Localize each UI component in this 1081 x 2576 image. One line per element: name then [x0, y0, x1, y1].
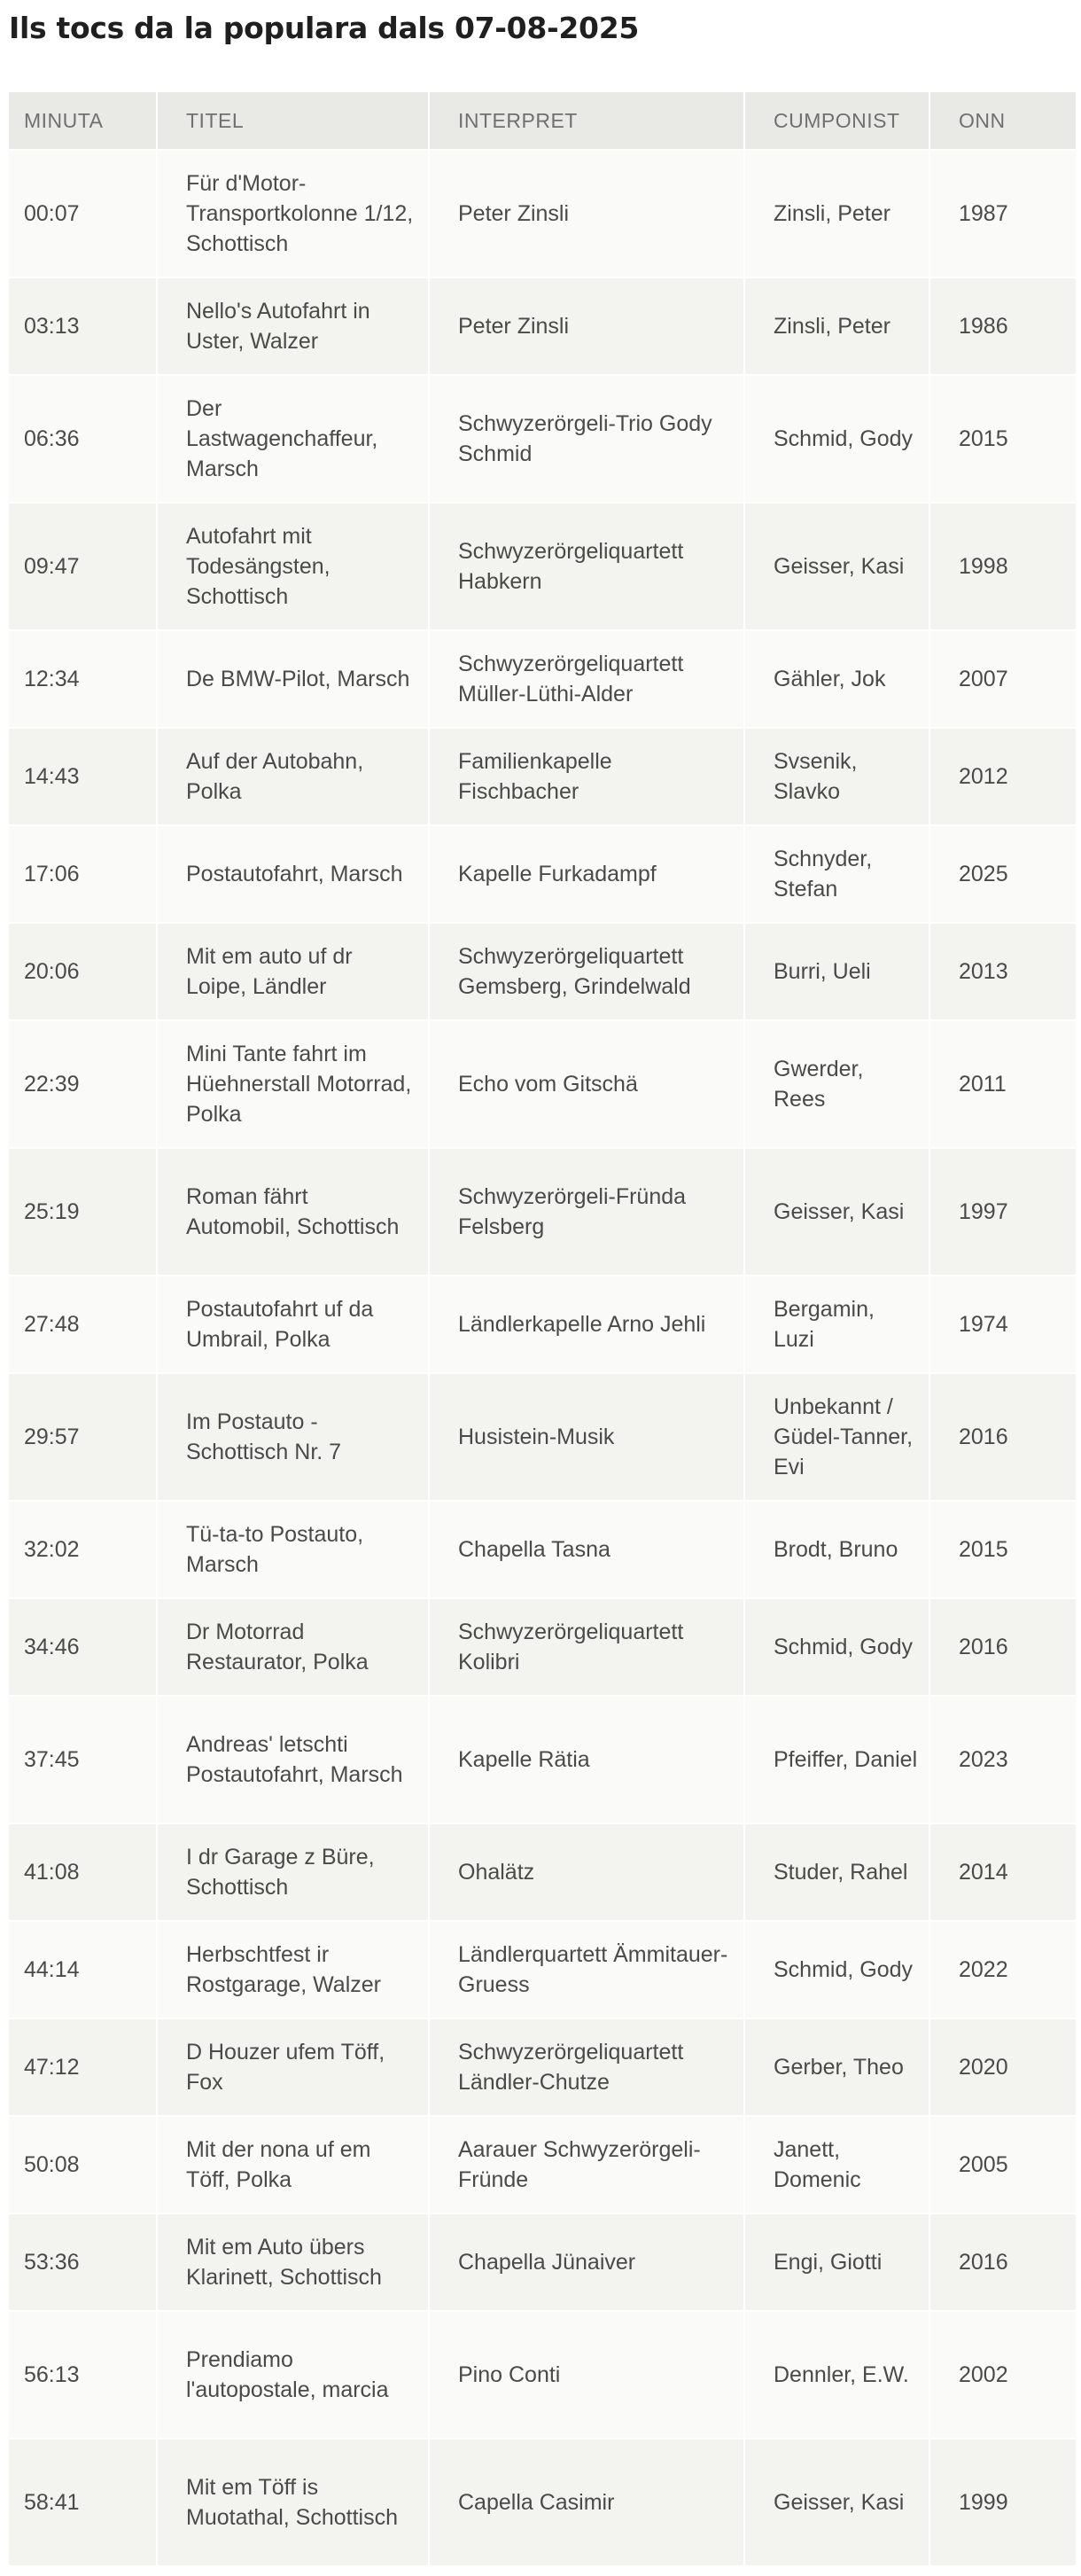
cell-minuta: 50:08 — [9, 2117, 158, 2214]
table-row — [9, 924, 1076, 1021]
cell-interpret: Echo vom Gitschä — [430, 1021, 745, 1149]
cell-titel: Der Lastwagenchaffeur, Marsch — [158, 376, 430, 503]
table-row — [9, 1824, 1076, 1922]
cell-minuta: 56:13 — [9, 2312, 158, 2439]
cell-titel: D Houzer ufem Töff, Fox — [158, 2019, 430, 2117]
table-row — [9, 1697, 1076, 1824]
cell-minuta: 58:41 — [9, 2439, 158, 2567]
cell-interpret: Schwyzerörgeli-Fründa Felsberg — [430, 1149, 745, 1276]
cell-titel: Mit der nona uf em Töff, Polka — [158, 2117, 430, 2214]
table-body — [9, 151, 1076, 2567]
cell-interpret: Ohalätz — [430, 1824, 745, 1922]
table-row — [9, 278, 1076, 376]
cell-onn: 2015 — [930, 376, 1076, 503]
cell-minuta: 25:19 — [9, 1149, 158, 1276]
cell-interpret: Chapella Tasna — [430, 1502, 745, 1599]
header-row — [9, 92, 1076, 151]
cell-onn: 2015 — [930, 1502, 1076, 1599]
cell-minuta: 41:08 — [9, 1824, 158, 1922]
cell-minuta: 20:06 — [9, 924, 158, 1021]
cell-minuta: 17:06 — [9, 826, 158, 924]
table-row — [9, 2439, 1076, 2567]
cell-onn: 2005 — [930, 2117, 1076, 2214]
cell-interpret: Capella Casimir — [430, 2439, 745, 2567]
cell-interpret: Kapelle Furkadampf — [430, 826, 745, 924]
cell-titel: Tü-ta-to Postauto, Marsch — [158, 1502, 430, 1599]
table-row — [9, 2117, 1076, 2214]
cell-cumponist: Studer, Rahel — [745, 1824, 930, 1922]
cell-titel: Für d'Motor-Transportkolonne 1/12, Schottisch — [158, 151, 430, 278]
cell-cumponist: Geisser, Kasi — [745, 503, 930, 631]
table-row — [9, 729, 1076, 826]
cell-cumponist: Burri, Ueli — [745, 924, 930, 1021]
table-row — [9, 1021, 1076, 1149]
cell-cumponist: Schmid, Gody — [745, 376, 930, 503]
table-row — [9, 1149, 1076, 1276]
cell-onn: 1998 — [930, 503, 1076, 631]
cell-cumponist: Gwerder, Rees — [745, 1021, 930, 1149]
cell-interpret: Schwyzerörgeliquartett Gemsberg, Grindelwald — [430, 924, 745, 1021]
cell-onn: 1974 — [930, 1276, 1076, 1374]
cell-titel: Mini Tante fahrt im Hüehnerstall Motorrad, Polka — [158, 1021, 430, 1149]
column-header-interpret: INTERPRET — [430, 92, 745, 151]
cell-minuta: 29:57 — [9, 1374, 158, 1502]
cell-interpret: Schwyzerörgeliquartett Ländler-Chutze — [430, 2019, 745, 2117]
table-row — [9, 1374, 1076, 1502]
cell-interpret: Pino Conti — [430, 2312, 745, 2439]
cell-minuta: 27:48 — [9, 1276, 158, 1374]
cell-interpret: Schwyzerörgeli-Trio Gody Schmid — [430, 376, 745, 503]
cell-onn: 2022 — [930, 1922, 1076, 2019]
cell-titel: Postautofahrt uf da Umbrail, Polka — [158, 1276, 430, 1374]
cell-onn: 2020 — [930, 2019, 1076, 2117]
cell-interpret: Husistein-Musik — [430, 1374, 745, 1502]
cell-onn: 2012 — [930, 729, 1076, 826]
cell-interpret: Kapelle Rätia — [430, 1697, 745, 1824]
page-title: Ils tocs da la populara dals 07-08-2025 — [9, 11, 640, 45]
table-row — [9, 2019, 1076, 2117]
table-row — [9, 631, 1076, 729]
cell-cumponist: Janett, Domenic — [745, 2117, 930, 2214]
cell-onn: 2016 — [930, 2214, 1076, 2312]
cell-minuta: 03:13 — [9, 278, 158, 376]
cell-interpret: Aarauer Schwyzerörgeli-Fründe — [430, 2117, 745, 2214]
cell-minuta: 32:02 — [9, 1502, 158, 1599]
cell-minuta: 53:36 — [9, 2214, 158, 2312]
cell-minuta: 00:07 — [9, 151, 158, 278]
cell-minuta: 37:45 — [9, 1697, 158, 1824]
cell-cumponist: Brodt, Bruno — [745, 1502, 930, 1599]
cell-minuta: 06:36 — [9, 376, 158, 503]
cell-titel: Roman fährt Automobil, Schottisch — [158, 1149, 430, 1276]
table-row — [9, 376, 1076, 503]
table-row — [9, 503, 1076, 631]
cell-onn: 1987 — [930, 151, 1076, 278]
cell-titel: I dr Garage z Büre, Schottisch — [158, 1824, 430, 1922]
cell-titel: Dr Motorrad Restaurator, Polka — [158, 1599, 430, 1697]
table-row — [9, 2214, 1076, 2312]
cell-titel: Auf der Autobahn, Polka — [158, 729, 430, 826]
playlist-table — [9, 92, 1076, 2567]
cell-titel: Nello's Autofahrt in Uster, Walzer — [158, 278, 430, 376]
cell-titel: Mit em Auto übers Klarinett, Schottisch — [158, 2214, 430, 2312]
column-header-cumponist: CUMPONIST — [745, 92, 930, 151]
table-row — [9, 1276, 1076, 1374]
cell-cumponist: Dennler, E.W. — [745, 2312, 930, 2439]
cell-minuta: 09:47 — [9, 503, 158, 631]
cell-cumponist: Bergamin, Luzi — [745, 1276, 930, 1374]
table-row — [9, 1922, 1076, 2019]
table-row — [9, 151, 1076, 278]
cell-onn: 1997 — [930, 1149, 1076, 1276]
cell-interpret: Schwyzerörgeliquartett Müller-Lüthi-Alder — [430, 631, 745, 729]
cell-titel: Herbschtfest ir Rostgarage, Walzer — [158, 1922, 430, 2019]
cell-minuta: 22:39 — [9, 1021, 158, 1149]
cell-minuta: 14:43 — [9, 729, 158, 826]
cell-minuta: 34:46 — [9, 1599, 158, 1697]
column-header-minuta: MINUTA — [9, 92, 158, 151]
cell-onn: 2023 — [930, 1697, 1076, 1824]
cell-onn: 2014 — [930, 1824, 1076, 1922]
cell-minuta: 44:14 — [9, 1922, 158, 2019]
cell-titel: Autofahrt mit Todesängsten, Schottisch — [158, 503, 430, 631]
cell-onn: 1999 — [930, 2439, 1076, 2567]
cell-titel: De BMW-Pilot, Marsch — [158, 631, 430, 729]
cell-cumponist: Gerber, Theo — [745, 2019, 930, 2117]
cell-cumponist: Unbekannt / Güdel-Tanner, Evi — [745, 1374, 930, 1502]
table-row — [9, 1599, 1076, 1697]
cell-interpret: Peter Zinsli — [430, 278, 745, 376]
cell-cumponist: Zinsli, Peter — [745, 278, 930, 376]
table-row — [9, 826, 1076, 924]
cell-interpret: Peter Zinsli — [430, 151, 745, 278]
cell-cumponist: Svsenik, Slavko — [745, 729, 930, 826]
cell-interpret: Schwyzerörgeliquartett Habkern — [430, 503, 745, 631]
cell-interpret: Chapella Jünaiver — [430, 2214, 745, 2312]
cell-minuta: 47:12 — [9, 2019, 158, 2117]
cell-onn: 2007 — [930, 631, 1076, 729]
cell-cumponist: Engi, Giotti — [745, 2214, 930, 2312]
cell-onn: 1986 — [930, 278, 1076, 376]
cell-cumponist: Zinsli, Peter — [745, 151, 930, 278]
cell-onn: 2013 — [930, 924, 1076, 1021]
cell-cumponist: Schmid, Gody — [745, 1599, 930, 1697]
cell-cumponist: Geisser, Kasi — [745, 1149, 930, 1276]
column-header-onn: ONN — [930, 92, 1076, 151]
cell-titel: Im Postauto - Schottisch Nr. 7 — [158, 1374, 430, 1502]
cell-minuta: 12:34 — [9, 631, 158, 729]
cell-onn: 2002 — [930, 2312, 1076, 2439]
cell-cumponist: Schmid, Gody — [745, 1922, 930, 2019]
cell-titel: Prendiamo l'autopostale, marcia — [158, 2312, 430, 2439]
cell-interpret: Ländlerkapelle Arno Jehli — [430, 1276, 745, 1374]
cell-interpret: Familienkapelle Fischbacher — [430, 729, 745, 826]
table-header — [9, 92, 1076, 151]
cell-titel: Andreas' letschti Postautofahrt, Marsch — [158, 1697, 430, 1824]
cell-onn: 2025 — [930, 826, 1076, 924]
cell-cumponist: Schnyder, Stefan — [745, 826, 930, 924]
cell-cumponist: Geisser, Kasi — [745, 2439, 930, 2567]
table-row — [9, 2312, 1076, 2439]
cell-onn: 2016 — [930, 1374, 1076, 1502]
cell-titel: Postautofahrt, Marsch — [158, 826, 430, 924]
cell-cumponist: Pfeiffer, Daniel — [745, 1697, 930, 1824]
column-header-titel: TITEL — [158, 92, 430, 151]
cell-onn: 2011 — [930, 1021, 1076, 1149]
cell-cumponist: Gähler, Jok — [745, 631, 930, 729]
cell-interpret: Ländlerquartett Ämmitauer-Gruess — [430, 1922, 745, 2019]
cell-titel: Mit em Töff is Muotathal, Schottisch — [158, 2439, 430, 2567]
cell-titel: Mit em auto uf dr Loipe, Ländler — [158, 924, 430, 1021]
cell-interpret: Schwyzerörgeliquartett Kolibri — [430, 1599, 745, 1697]
table-row — [9, 1502, 1076, 1599]
cell-onn: 2016 — [930, 1599, 1076, 1697]
